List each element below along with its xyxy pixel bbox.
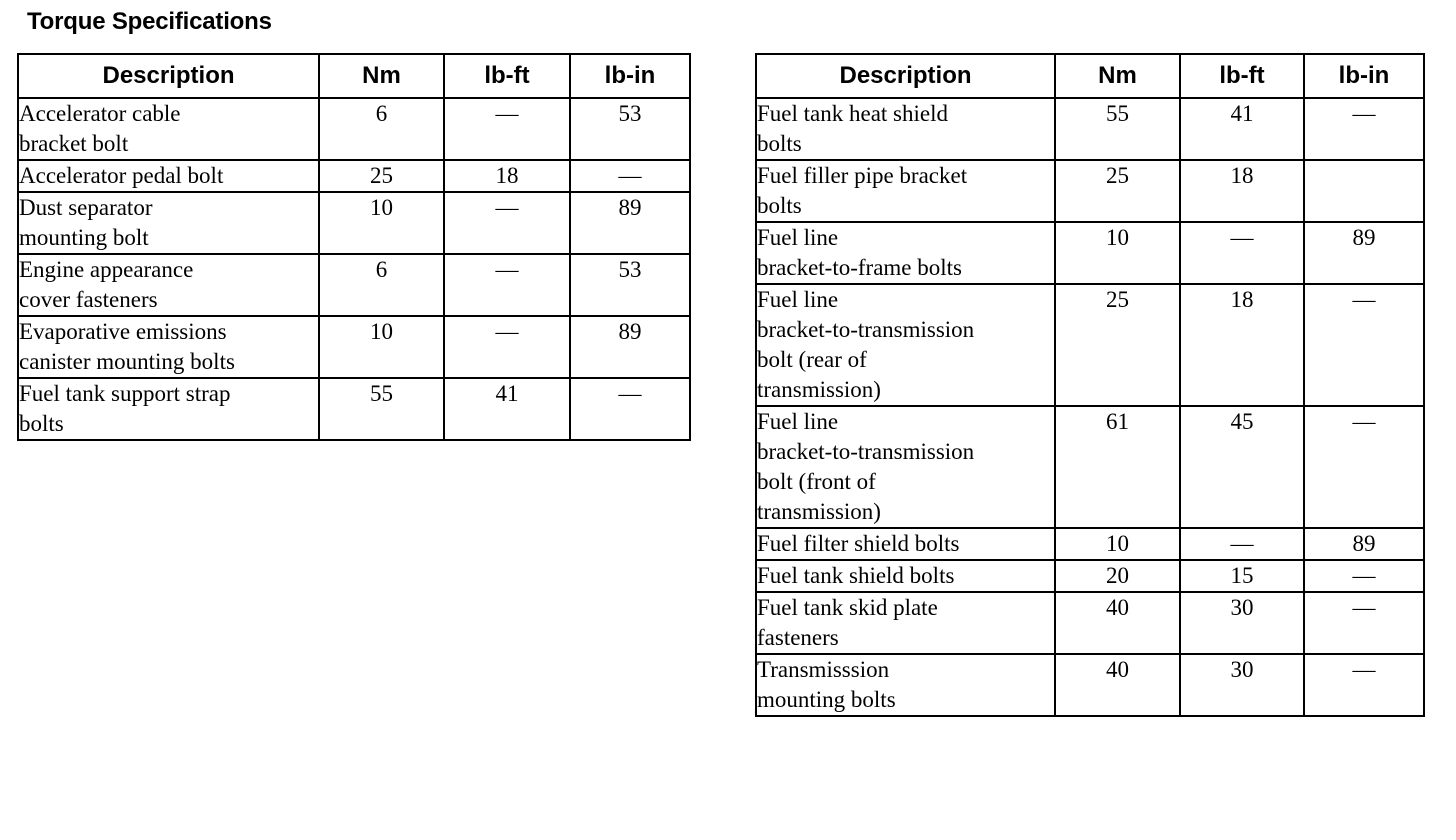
table-header-row [18, 54, 690, 98]
cell-lbin: 89 [570, 192, 690, 254]
description-line: bolt (front of [757, 469, 876, 494]
description-line: cover fasteners [19, 287, 158, 312]
cell-nm: 25 [319, 160, 444, 192]
description-line: bracket-to-frame bolts [757, 255, 962, 280]
description-line: Accelerator cable [19, 101, 181, 126]
cell-nm: 40 [1055, 654, 1180, 716]
cell-nm: 25 [1055, 160, 1180, 222]
table-row [18, 192, 690, 254]
description-line: fasteners [757, 625, 839, 650]
description-line: Fuel tank support strap [19, 381, 231, 406]
cell-lbft: — [444, 254, 570, 316]
cell-lbin: — [570, 378, 690, 440]
cell-lbin: — [1304, 284, 1424, 406]
description-line: bolt (rear of [757, 347, 867, 372]
description-line: Fuel tank shield bolts [757, 563, 955, 588]
torque-table-left [17, 53, 691, 441]
cell-lbin: — [570, 160, 690, 192]
table-row [756, 98, 1424, 160]
cell-nm: 10 [1055, 528, 1180, 560]
cell-description [756, 98, 1055, 160]
description-line: transmission) [757, 499, 881, 524]
table-row [18, 254, 690, 316]
table-row [756, 284, 1424, 406]
torque-table-right [755, 53, 1425, 717]
cell-lbft: — [1180, 222, 1304, 284]
description-line: Fuel tank skid plate [757, 595, 938, 620]
cell-nm: 61 [1055, 406, 1180, 528]
table-row [756, 406, 1424, 528]
cell-nm: 10 [1055, 222, 1180, 284]
cell-description [756, 592, 1055, 654]
cell-lbft: — [444, 98, 570, 160]
cell-nm: 6 [319, 98, 444, 160]
description-line: Transmisssion [757, 657, 890, 682]
description-line: bolts [757, 193, 802, 218]
cell-lbin: — [1304, 654, 1424, 716]
description-line: Fuel line [757, 225, 839, 250]
description-line: Fuel tank heat shield [757, 101, 948, 126]
cell-description [756, 528, 1055, 560]
description-line: bracket-to-transmission [757, 439, 975, 464]
description-line: bracket bolt [19, 131, 129, 156]
cell-description [756, 560, 1055, 592]
cell-lbin: — [1304, 560, 1424, 592]
cell-nm: 25 [1055, 284, 1180, 406]
cell-lbin: 89 [570, 316, 690, 378]
description-line: canister mounting bolts [19, 349, 235, 374]
column-header-lbin: lb-in [1304, 54, 1424, 98]
table-row [756, 560, 1424, 592]
description-line: Dust separator [19, 195, 153, 220]
description-line: bolts [757, 131, 802, 156]
cell-nm: 6 [319, 254, 444, 316]
description-line: Fuel filler pipe bracket [757, 163, 968, 188]
cell-description [18, 98, 319, 160]
cell-lbin: 53 [570, 254, 690, 316]
cell-description [756, 222, 1055, 284]
cell-nm: 10 [319, 316, 444, 378]
cell-lbft: 41 [1180, 98, 1304, 160]
cell-description [18, 316, 319, 378]
cell-nm: 10 [319, 192, 444, 254]
cell-description [756, 654, 1055, 716]
cell-lbft: 41 [444, 378, 570, 440]
cell-description [18, 254, 319, 316]
table-row [756, 160, 1424, 222]
description-line: Evaporative emissions [19, 319, 227, 344]
table-header-row [756, 54, 1424, 98]
table-row [756, 222, 1424, 284]
table-row [756, 592, 1424, 654]
cell-lbft: 45 [1180, 406, 1304, 528]
column-header-description: Description [18, 54, 319, 98]
cell-lbin: — [1304, 406, 1424, 528]
cell-lbin: 89 [1304, 528, 1424, 560]
cell-nm: 55 [319, 378, 444, 440]
cell-description [756, 160, 1055, 222]
cell-nm: 55 [1055, 98, 1180, 160]
cell-lbin: — [1304, 592, 1424, 654]
column-header-description: Description [756, 54, 1055, 98]
description-line: mounting bolts [757, 687, 896, 712]
description-line: Engine appearance [19, 257, 194, 282]
column-header-lbft: lb-ft [1180, 54, 1304, 98]
cell-lbft: 18 [1180, 160, 1304, 222]
column-header-lbin: lb-in [570, 54, 690, 98]
cell-description [18, 192, 319, 254]
cell-lbft: 15 [1180, 560, 1304, 592]
table-row [756, 528, 1424, 560]
description-line: Fuel filter shield bolts [757, 531, 960, 556]
description-line: Fuel line [757, 287, 839, 312]
cell-nm: 20 [1055, 560, 1180, 592]
cell-lbft: — [444, 192, 570, 254]
description-line: Fuel line [757, 409, 839, 434]
cell-lbin: 89 [1304, 222, 1424, 284]
cell-lbft: 18 [1180, 284, 1304, 406]
cell-lbft: 30 [1180, 654, 1304, 716]
table-row [18, 378, 690, 440]
cell-lbft: 18 [444, 160, 570, 192]
cell-description [18, 160, 319, 192]
table-row [18, 316, 690, 378]
column-header-lbft: lb-ft [444, 54, 570, 98]
cell-nm: 40 [1055, 592, 1180, 654]
table-row [756, 654, 1424, 716]
description-line: mounting bolt [19, 225, 149, 250]
cell-description [756, 284, 1055, 406]
description-line: transmission) [757, 377, 881, 402]
cell-lbft: — [1180, 528, 1304, 560]
table-row [18, 160, 690, 192]
cell-description [18, 378, 319, 440]
cell-lbin [1304, 160, 1424, 222]
page-title: Torque Specifications [27, 8, 272, 35]
column-header-nm: Nm [319, 54, 444, 98]
table-row [18, 98, 690, 160]
description-line: bolts [19, 411, 64, 436]
description-line: bracket-to-transmission [757, 317, 975, 342]
cell-lbft: — [444, 316, 570, 378]
cell-lbin: 53 [570, 98, 690, 160]
description-line: Accelerator pedal bolt [19, 163, 224, 188]
cell-description [756, 406, 1055, 528]
cell-lbft: 30 [1180, 592, 1304, 654]
cell-lbin: — [1304, 98, 1424, 160]
column-header-nm: Nm [1055, 54, 1180, 98]
